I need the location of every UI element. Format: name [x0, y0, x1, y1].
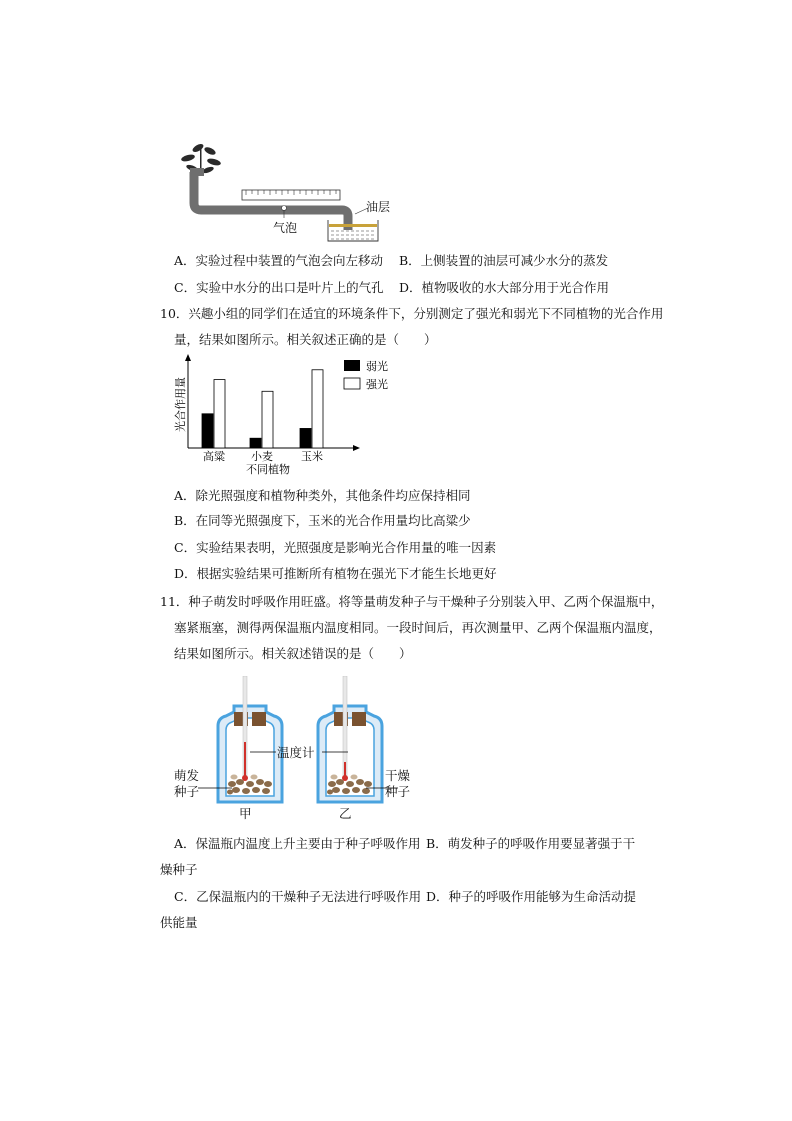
legend-weak-label: 弱光 — [366, 360, 388, 373]
bar-strong-1 — [262, 391, 273, 448]
q10-stem-line2: 量，结果如图所示。相关叙述正确的是（ ） — [174, 332, 437, 347]
legend-strong-label: 强光 — [366, 378, 388, 391]
bar-strong-0 — [214, 380, 225, 448]
q11-option-c: C．乙保温瓶内的干燥种子无法进行呼吸作用 — [174, 889, 422, 904]
bar-weak-2 — [300, 428, 311, 448]
thermos-jar-a — [218, 676, 282, 802]
dry-seeds-label-1: 干燥 — [385, 768, 411, 783]
q11-option-a: A．保温瓶内温度上升主要由于种子呼吸作用 — [174, 836, 421, 851]
q10-option-a: A．除光照强度和植物种类外，其他条件均应保持相同 — [174, 488, 471, 503]
bar-strong-2 — [312, 370, 323, 448]
germinating-seeds-label-1: 萌发 — [174, 768, 200, 783]
legend-strong-swatch — [344, 378, 360, 389]
q10-bar-chart — [172, 352, 402, 480]
q9-option-c: C．实验中水分的出口是叶片上的气孔 — [174, 280, 384, 295]
thermometer-label: 温度计 — [277, 745, 315, 760]
thermos-jar-b — [318, 676, 382, 802]
q10-option-b: B．在同等光照强度下，玉米的光合作用量均比高粱少 — [174, 513, 471, 528]
x-tick-label-2: 玉米 — [301, 450, 323, 463]
x-axis-label: 不同植物 — [246, 463, 290, 476]
germinating-seeds-label-2: 种子 — [174, 784, 200, 799]
dry-seeds-label-2: 种子 — [385, 784, 411, 799]
jar-a-label: 甲 — [239, 806, 252, 821]
q11-stem-line1: 11．种子萌发时呼吸作用旺盛。将等量萌发种子与干燥种子分别装入甲、乙两个保温瓶中， — [160, 594, 664, 609]
oil-layer-label: 油层 — [366, 200, 391, 214]
q10-option-c: C．实验结果表明，光照强度是影响光合作用量的唯一因素 — [174, 540, 497, 555]
bubble-label: 气泡 — [273, 221, 298, 235]
q9-option-a: A．实验过程中装置的气泡会向左移动 — [174, 253, 384, 268]
jar-b-label: 乙 — [339, 806, 352, 821]
x-tick-label-0: 高粱 — [203, 450, 225, 463]
y-axis-arrow — [185, 354, 191, 361]
x-tick-label-1: 小麦 — [251, 450, 273, 463]
q11-stem-line3: 结果如图所示。相关叙述错误的是（ ） — [174, 646, 412, 661]
q11-stem-line2: 塞紧瓶塞，测得两保温瓶内温度相同。一段时间后，再次测量甲、乙两个保温瓶内温度， — [174, 620, 662, 635]
legend-weak-swatch — [344, 360, 360, 371]
q9-option-b: B．上侧装置的油层可减少水分的蒸发 — [399, 253, 609, 268]
q11-option-d-line2: 供能量 — [160, 915, 198, 930]
q10-option-d: D．根据实验结果可推断所有植物在强光下才能生长地更好 — [174, 566, 497, 581]
q9-option-d: D．植物吸收的水大部分用于光合作用 — [399, 280, 610, 295]
bar-weak-0 — [202, 414, 213, 448]
q11-option-b-line2: 燥种子 — [160, 862, 198, 877]
y-axis-label: 光合作用量 — [174, 377, 187, 432]
q11-option-b-line1: B．萌发种子的呼吸作用要显著强于干 — [426, 836, 636, 851]
q10-stem-line1: 10．兴趣小组的同学们在适宜的环境条件下，分别测定了强光和弱光下不同植物的光合作用 — [160, 306, 664, 321]
q11-option-d-line1: D．种子的呼吸作用能够为生命活动提 — [426, 889, 637, 904]
bar-weak-1 — [250, 438, 261, 448]
x-axis-arrow — [353, 445, 360, 451]
